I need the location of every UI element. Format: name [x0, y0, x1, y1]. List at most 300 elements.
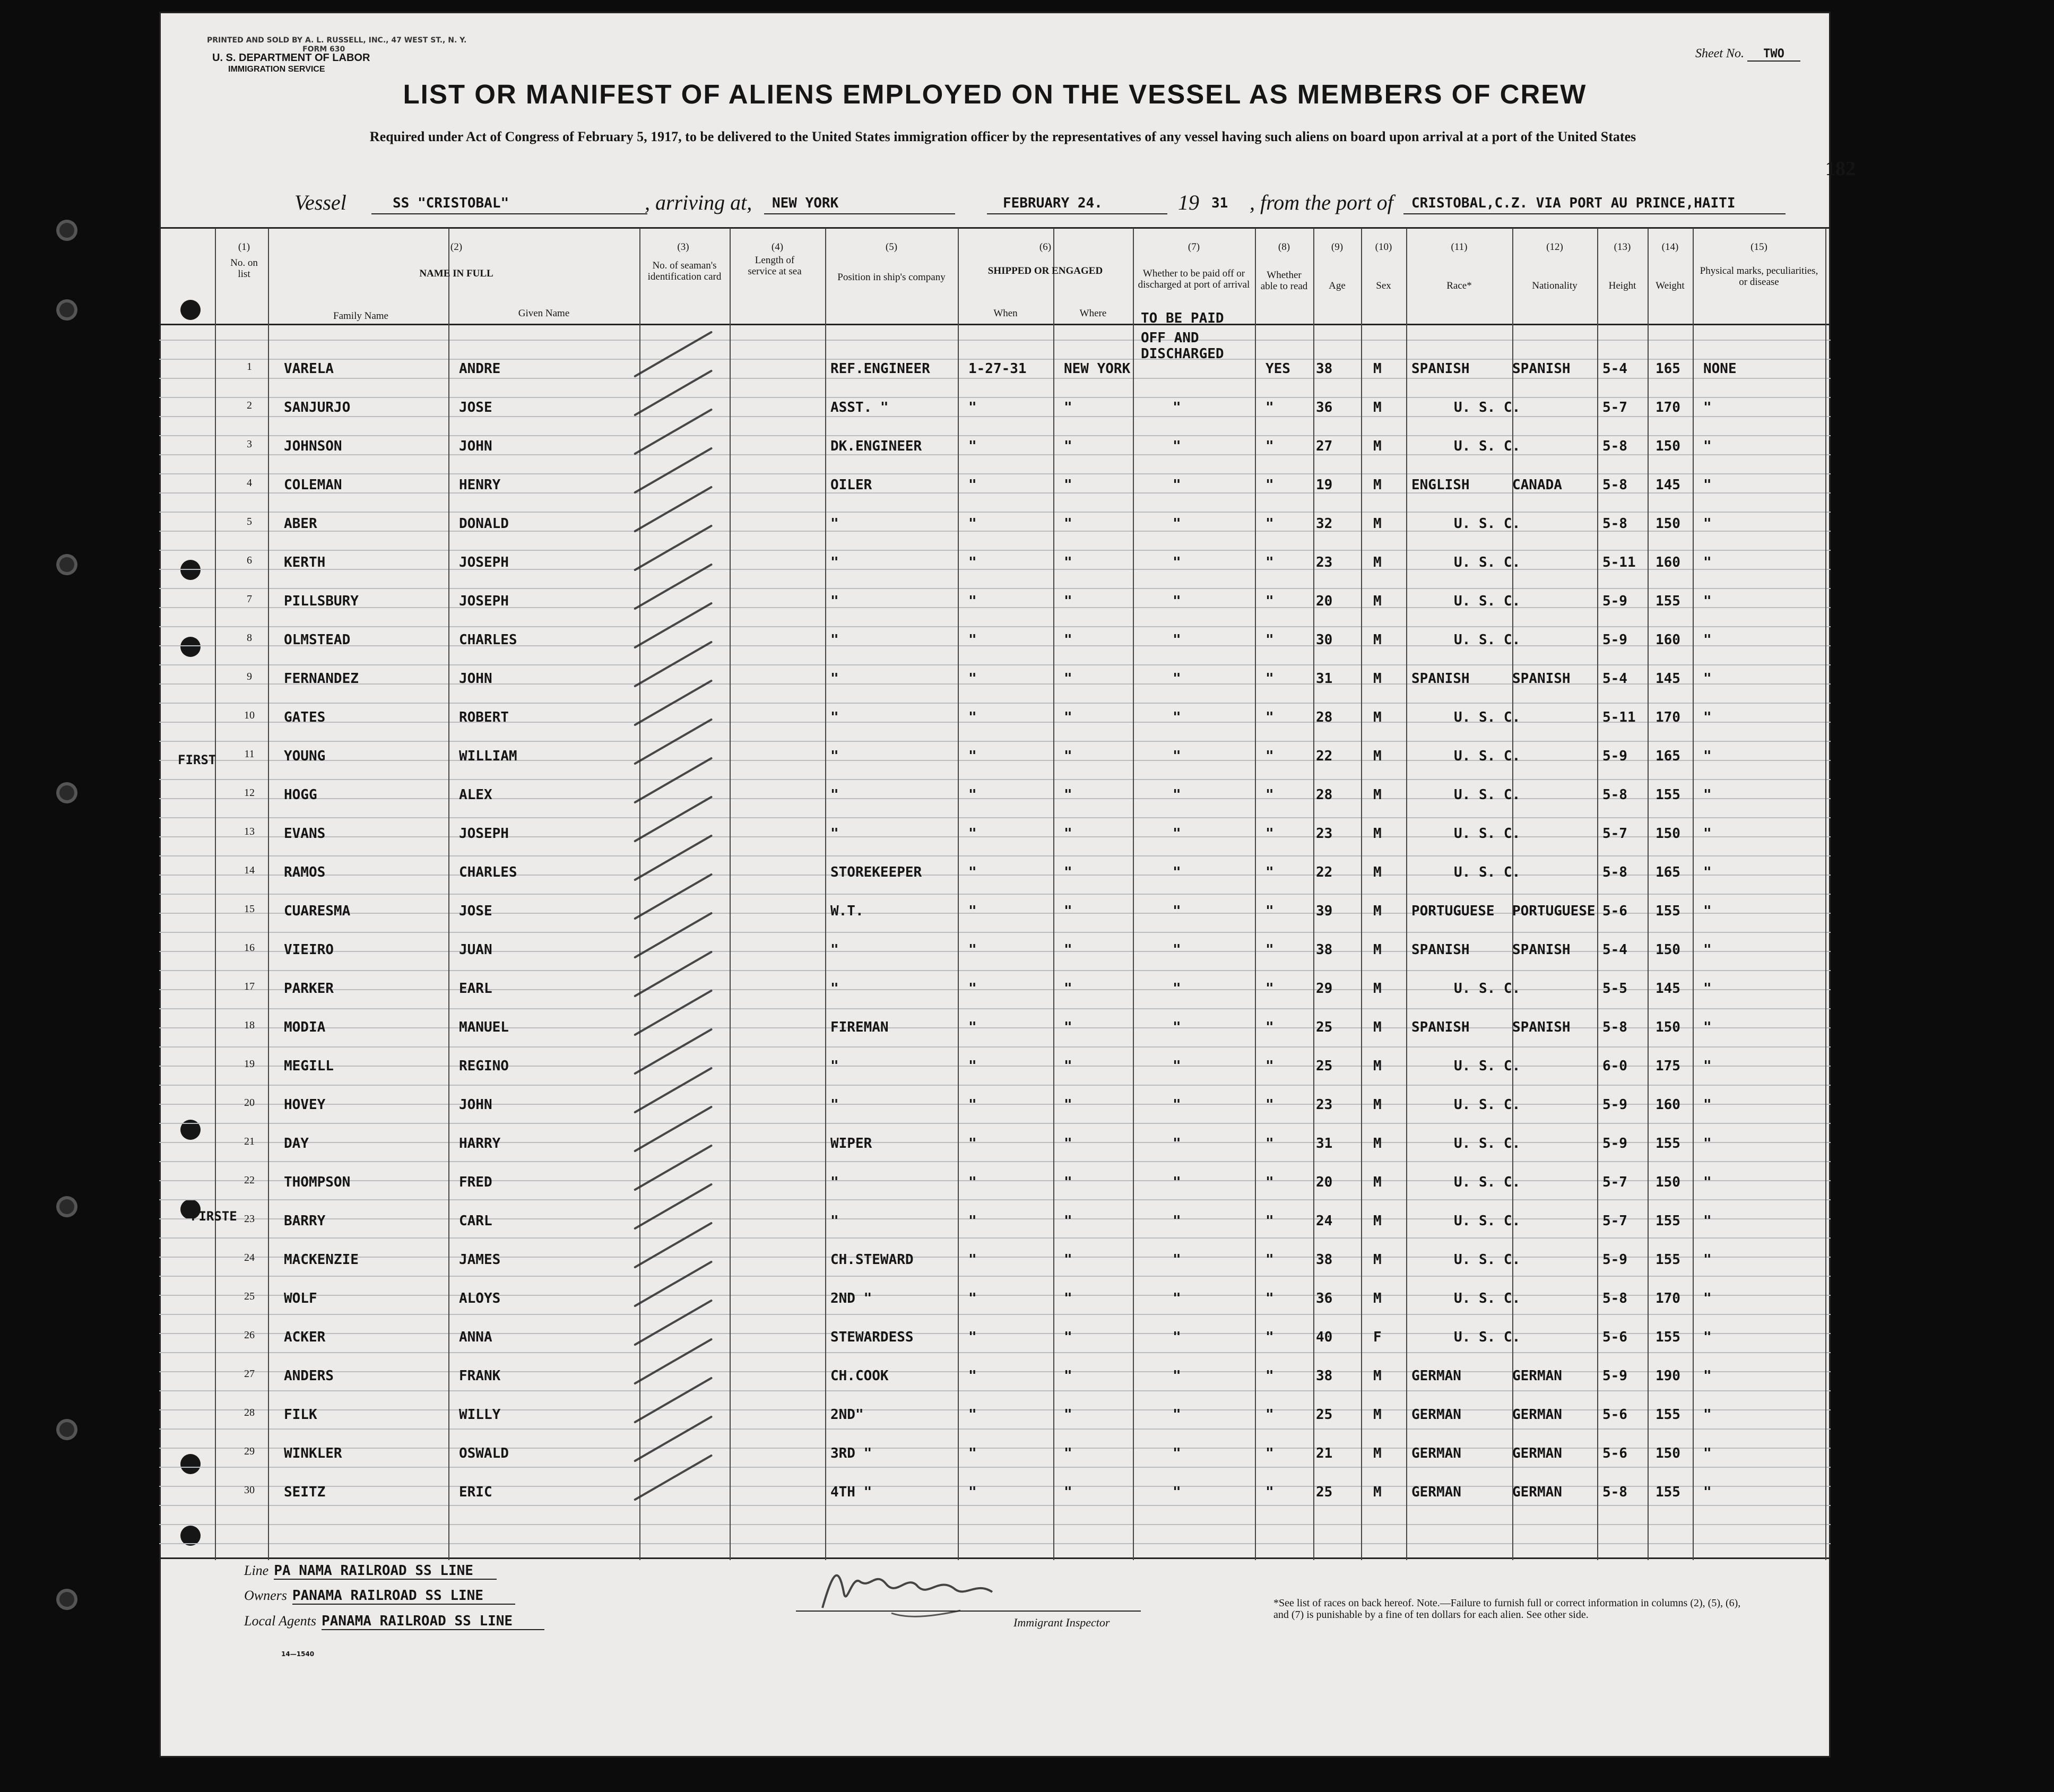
grid-rule	[159, 1218, 1831, 1219]
height: 6-0	[1602, 1058, 1627, 1074]
paid-off: "	[1173, 826, 1181, 842]
grid-rule	[159, 798, 1831, 799]
race: PORTUGUESE	[1411, 903, 1495, 919]
grid-rule	[159, 1046, 1831, 1048]
race: SPANISH	[1411, 942, 1470, 958]
grid-rule	[159, 531, 1831, 532]
grid-rule	[159, 1085, 1831, 1086]
sex: M	[1373, 1213, 1382, 1229]
physical-marks: "	[1703, 942, 1712, 958]
weight: 155	[1656, 787, 1680, 803]
physical-marks: "	[1703, 477, 1712, 493]
shipped-when: "	[968, 787, 977, 803]
age: 38	[1316, 1252, 1333, 1268]
paid-off: "	[1173, 1213, 1181, 1229]
departure-port: CRISTOBAL,C.Z. VIA PORT AU PRINCE,HAITI	[1411, 195, 1736, 211]
physical-marks: "	[1703, 632, 1712, 648]
inspector-label: Immigrant Inspector	[1013, 1616, 1110, 1629]
shipped-where: "	[1064, 1252, 1072, 1268]
family-name: CUARESMA	[284, 903, 351, 919]
grid-rule	[159, 1142, 1831, 1143]
shipped-when: "	[968, 1445, 977, 1461]
age: 23	[1316, 555, 1333, 570]
page-number: 182	[1825, 158, 1856, 180]
height: 5-9	[1602, 1368, 1627, 1384]
grid-rule	[159, 1104, 1831, 1105]
grid-rule	[159, 1448, 1831, 1449]
age: 22	[1316, 748, 1333, 764]
position: "	[830, 1058, 839, 1074]
given-name: WILLY	[459, 1407, 501, 1423]
age: 31	[1316, 1136, 1333, 1152]
grid-rule	[159, 588, 1831, 589]
family-name: SANJURJO	[284, 400, 351, 415]
paid-off: "	[1173, 1252, 1181, 1268]
manifest-subtitle: Required under Act of Congress of February 5, 1917, to be delivered to the United States immigration officer by the representatives of any vessel having such aliens on board upon arrival at a port of the United States	[369, 129, 1636, 144]
nationality: SPANISH	[1512, 942, 1571, 958]
race: U. S. C.	[1454, 400, 1521, 415]
height: 5-5	[1602, 981, 1627, 997]
family-name: PILLSBURY	[284, 593, 359, 609]
paid-off: "	[1173, 748, 1181, 764]
printer-imprint: PRINTED AND SOLD BY A. L. RUSSELL, INC., 47 WEST ST., N. Y. FORM 630	[207, 36, 467, 54]
row-number: 18	[244, 1019, 255, 1031]
col-14-header: Weight	[1656, 280, 1685, 291]
family-name: VARELA	[284, 361, 334, 377]
position: 4TH "	[830, 1484, 872, 1500]
binder-hole	[59, 1199, 74, 1214]
able-to-read: "	[1266, 1136, 1274, 1152]
shipped-where: "	[1064, 1174, 1072, 1190]
row-number: 21	[244, 1136, 255, 1147]
physical-marks: "	[1703, 1368, 1712, 1384]
nationality: GERMAN	[1512, 1368, 1562, 1384]
column-rule	[1361, 228, 1362, 1560]
given-name: CARL	[459, 1213, 492, 1229]
sex: M	[1373, 1058, 1382, 1074]
paid-off-note-1: TO BE PAID	[1141, 310, 1224, 326]
shipped-when: "	[968, 1252, 977, 1268]
shipped-when: "	[968, 477, 977, 493]
able-to-read: "	[1266, 516, 1274, 532]
grid-rule	[159, 836, 1831, 837]
height: 5-4	[1602, 361, 1627, 377]
position: "	[830, 1213, 839, 1229]
column-rule	[448, 228, 449, 1560]
sex: M	[1373, 361, 1382, 377]
physical-marks: "	[1703, 1407, 1712, 1423]
grid-rule	[159, 683, 1831, 685]
col-6-number: (6)	[1039, 241, 1052, 253]
age: 32	[1316, 516, 1333, 532]
col-2-family: Family Name	[333, 310, 388, 322]
race: U. S. C.	[1454, 1213, 1521, 1229]
height: 5-7	[1602, 1213, 1627, 1229]
race: GERMAN	[1411, 1407, 1461, 1423]
given-name: JOSEPH	[459, 826, 509, 842]
margin-note: FIRST	[178, 752, 216, 767]
physical-marks: "	[1703, 1329, 1712, 1345]
height: 5-8	[1602, 516, 1627, 532]
given-name: HARRY	[459, 1136, 501, 1152]
grid-rule	[159, 1486, 1831, 1487]
race: GERMAN	[1411, 1484, 1461, 1500]
shipped-when: "	[968, 593, 977, 609]
shipped-where: "	[1064, 1019, 1072, 1035]
sex: M	[1373, 516, 1382, 532]
physical-marks: "	[1703, 1136, 1712, 1152]
family-name: ABER	[284, 516, 317, 532]
binder-hole	[59, 302, 74, 317]
physical-marks: "	[1703, 903, 1712, 919]
col-3-number: (3)	[677, 241, 689, 253]
weight: 150	[1656, 1174, 1680, 1190]
family-name: MACKENZIE	[284, 1252, 359, 1268]
shipped-where: "	[1064, 477, 1072, 493]
column-rule	[1512, 228, 1513, 1560]
paid-off-note-2: OFF AND	[1141, 330, 1199, 346]
column-rule	[215, 228, 216, 1560]
shipped-when: "	[968, 1097, 977, 1113]
paid-off: "	[1173, 709, 1181, 725]
shipped-where: "	[1064, 748, 1072, 764]
grid-rule	[159, 416, 1831, 417]
family-name: JOHNSON	[284, 438, 342, 454]
race: U. S. C.	[1454, 555, 1521, 570]
able-to-read: "	[1266, 632, 1274, 648]
col-12-header: Nationality	[1532, 280, 1578, 291]
race: SPANISH	[1411, 1019, 1470, 1035]
footer-owners: Owners PANAMA RAILROAD SS LINE	[244, 1588, 515, 1605]
physical-marks: "	[1703, 1019, 1712, 1035]
col-2-number: (2)	[450, 241, 463, 253]
family-name: PARKER	[284, 981, 334, 997]
paid-off: "	[1173, 438, 1181, 454]
grid-rule	[159, 397, 1831, 398]
row-number: 22	[244, 1174, 255, 1186]
sex: M	[1373, 826, 1382, 842]
physical-marks: "	[1703, 981, 1712, 997]
shipped-when: 1-27-31	[968, 361, 1027, 377]
weight: 165	[1656, 864, 1680, 880]
height: 5-7	[1602, 826, 1627, 842]
height: 5-8	[1602, 787, 1627, 803]
physical-marks: "	[1703, 438, 1712, 454]
weight: 150	[1656, 516, 1680, 532]
age: 28	[1316, 787, 1333, 803]
family-name: WOLF	[284, 1291, 317, 1306]
paid-off: "	[1173, 903, 1181, 919]
height: 5-11	[1602, 555, 1636, 570]
nationality: GERMAN	[1512, 1445, 1562, 1461]
binder-hole	[59, 1422, 74, 1437]
grid-rule	[159, 1505, 1831, 1506]
physical-marks: "	[1703, 864, 1712, 880]
height: 5-4	[1602, 671, 1627, 687]
shipped-when: "	[968, 555, 977, 570]
able-to-read: "	[1266, 903, 1274, 919]
row-number: 15	[244, 903, 255, 915]
row-number: 2	[247, 400, 252, 411]
position: DK.ENGINEER	[830, 438, 922, 454]
able-to-read: "	[1266, 1174, 1274, 1190]
grid-rule	[159, 473, 1831, 474]
column-rule	[1133, 228, 1134, 1560]
arrival-port: NEW YORK	[772, 195, 839, 211]
grid-rule	[159, 989, 1831, 990]
year-prefix: 19	[1178, 191, 1199, 214]
grid-rule	[159, 1257, 1831, 1258]
family-name: VIEIRO	[284, 942, 334, 958]
able-to-read: "	[1266, 438, 1274, 454]
grid-rule	[159, 1027, 1831, 1028]
grid-rule	[159, 1295, 1831, 1296]
row-number: 29	[244, 1445, 255, 1457]
vessel-label: Vessel	[294, 191, 346, 214]
col-15-number: (15)	[1750, 241, 1767, 253]
paid-off: "	[1173, 1368, 1181, 1384]
race: U. S. C.	[1454, 787, 1521, 803]
paid-off: "	[1173, 593, 1181, 609]
sex: M	[1373, 1368, 1382, 1384]
position: WIPER	[830, 1136, 872, 1152]
physical-marks: "	[1703, 671, 1712, 687]
shipped-when: "	[968, 1058, 977, 1074]
row-number: 7	[247, 593, 252, 605]
grid-rule	[159, 970, 1831, 971]
row-number: 1	[247, 361, 252, 373]
race: U. S. C.	[1454, 1136, 1521, 1152]
shipped-when: "	[968, 864, 977, 880]
height: 5-7	[1602, 400, 1627, 415]
given-name: JOSE	[459, 400, 492, 415]
age: 27	[1316, 438, 1333, 454]
binder-hole	[59, 1592, 74, 1607]
position: "	[830, 593, 839, 609]
paid-off-note-3: DISCHARGED	[1141, 346, 1224, 362]
family-name: WINKLER	[284, 1445, 342, 1461]
physical-marks: "	[1703, 1097, 1712, 1113]
able-to-read: "	[1266, 477, 1274, 493]
weight: 150	[1656, 1445, 1680, 1461]
shipped-where: "	[1064, 864, 1072, 880]
sex: M	[1373, 1136, 1382, 1152]
height: 5-6	[1602, 903, 1627, 919]
position: "	[830, 709, 839, 725]
family-name: COLEMAN	[284, 477, 342, 493]
able-to-read: "	[1266, 709, 1274, 725]
vessel-name: SS "CRISTOBAL"	[393, 195, 509, 211]
shipped-when: "	[968, 1213, 977, 1229]
shipped-where: "	[1064, 1136, 1072, 1152]
grid-rule	[159, 951, 1831, 952]
paid-off: "	[1173, 1407, 1181, 1423]
physical-marks: "	[1703, 787, 1712, 803]
race: U. S. C.	[1454, 864, 1521, 880]
shipped-where: "	[1064, 593, 1072, 609]
height: 5-6	[1602, 1329, 1627, 1345]
column-rule	[958, 228, 959, 1560]
weight: 155	[1656, 1213, 1680, 1229]
able-to-read: "	[1266, 1252, 1274, 1268]
grid-rule	[159, 1199, 1831, 1200]
weight: 155	[1656, 1252, 1680, 1268]
given-name: WILLIAM	[459, 748, 517, 764]
sex: M	[1373, 981, 1382, 997]
height: 5-11	[1602, 709, 1636, 725]
physical-marks: "	[1703, 826, 1712, 842]
weight: 160	[1656, 1097, 1680, 1113]
paid-off: "	[1173, 671, 1181, 687]
weight: 190	[1656, 1368, 1680, 1384]
year-suffix: 31	[1211, 195, 1228, 211]
race: GERMAN	[1411, 1368, 1461, 1384]
given-name: JOHN	[459, 671, 492, 687]
col-8-number: (8)	[1278, 241, 1290, 253]
race: U. S. C.	[1454, 1329, 1521, 1345]
col-2-given: Given Name	[518, 308, 570, 319]
able-to-read: "	[1266, 864, 1274, 880]
column-rule	[1406, 228, 1407, 1560]
height: 5-4	[1602, 942, 1627, 958]
given-name: EARL	[459, 981, 492, 997]
paid-off: "	[1173, 1484, 1181, 1500]
race: U. S. C.	[1454, 593, 1521, 609]
grid-rule	[159, 435, 1831, 436]
col-6-where: Where	[1079, 308, 1107, 319]
grid-rule	[159, 454, 1831, 455]
given-name: JOHN	[459, 438, 492, 454]
grid-rule	[159, 779, 1831, 780]
col-13-number: (13)	[1614, 241, 1631, 253]
position: "	[830, 942, 839, 958]
able-to-read: "	[1266, 787, 1274, 803]
shipped-when: "	[968, 826, 977, 842]
shipped-where: "	[1064, 1058, 1072, 1074]
col-15-header: Physical marks, peculiarities, or disease	[1700, 265, 1818, 288]
physical-marks: "	[1703, 709, 1712, 725]
position: ASST. "	[830, 400, 889, 415]
grid-rule	[159, 550, 1831, 551]
paid-off: "	[1173, 632, 1181, 648]
weight: 175	[1656, 1058, 1680, 1074]
column-rule	[1313, 228, 1314, 1560]
race: U. S. C.	[1454, 1291, 1521, 1306]
family-name: DAY	[284, 1136, 309, 1152]
position: "	[830, 671, 839, 687]
able-to-read: "	[1266, 1484, 1274, 1500]
grid-rule	[159, 1524, 1831, 1525]
paid-off: "	[1173, 1291, 1181, 1306]
shipped-where: NEW YORK	[1064, 361, 1131, 377]
age: 23	[1316, 826, 1333, 842]
paid-off: "	[1173, 1019, 1181, 1035]
row-number: 6	[247, 555, 252, 566]
able-to-read: "	[1266, 942, 1274, 958]
row-number: 5	[247, 516, 252, 527]
shipped-when: "	[968, 1174, 977, 1190]
row-number: 26	[244, 1329, 255, 1341]
grid-rule	[159, 1314, 1831, 1315]
manifest-title: LIST OR MANIFEST OF ALIENS EMPLOYED ON THE VESSEL AS MEMBERS OF CREW	[403, 79, 1587, 109]
weight: 150	[1656, 438, 1680, 454]
row-number: 17	[244, 981, 255, 992]
row-number: 25	[244, 1291, 255, 1302]
family-name: YOUNG	[284, 748, 326, 764]
given-name: ALEX	[459, 787, 492, 803]
able-to-read: "	[1266, 593, 1274, 609]
weight: 170	[1656, 709, 1680, 725]
age: 25	[1316, 1058, 1333, 1074]
sex: M	[1373, 1252, 1382, 1268]
table-top-border	[159, 227, 1831, 229]
shipped-where: "	[1064, 1484, 1072, 1500]
col-2-header: NAME IN FULL	[419, 268, 493, 279]
shipped-when: "	[968, 1136, 977, 1152]
binder-hole	[59, 785, 74, 800]
column-rule	[730, 228, 731, 1560]
paid-off: "	[1173, 516, 1181, 532]
row-number: 10	[244, 709, 255, 721]
family-name: RAMOS	[284, 864, 326, 880]
nationality: PORTUGUESE	[1512, 903, 1596, 919]
family-name: GATES	[284, 709, 326, 725]
grid-rule	[159, 722, 1831, 723]
grid-rule	[159, 760, 1831, 761]
position: 2ND"	[830, 1407, 864, 1423]
paid-off: "	[1173, 864, 1181, 880]
shipped-where: "	[1064, 516, 1072, 532]
shipped-where: "	[1064, 709, 1072, 725]
family-name: FERNANDEZ	[284, 671, 359, 687]
grid-rule	[159, 1066, 1831, 1067]
shipped-where: "	[1064, 632, 1072, 648]
sex: M	[1373, 593, 1382, 609]
weight: 170	[1656, 1291, 1680, 1306]
shipped-when: "	[968, 981, 977, 997]
physical-marks: "	[1703, 400, 1712, 415]
grid-rule	[159, 340, 1831, 341]
family-name: SEITZ	[284, 1484, 326, 1500]
physical-marks: "	[1703, 1445, 1712, 1461]
sex: M	[1373, 1097, 1382, 1113]
position: OILER	[830, 477, 872, 493]
height: 5-8	[1602, 1484, 1627, 1500]
race: SPANISH	[1411, 671, 1470, 687]
given-name: DONALD	[459, 516, 509, 532]
race: U. S. C.	[1454, 1252, 1521, 1268]
col-11-number: (11)	[1451, 241, 1468, 253]
shipped-when: "	[968, 1291, 977, 1306]
race: ENGLISH	[1411, 477, 1470, 493]
grid-rule	[159, 664, 1831, 665]
able-to-read: "	[1266, 1097, 1274, 1113]
age: 21	[1316, 1445, 1333, 1461]
physical-marks: "	[1703, 748, 1712, 764]
weight: 155	[1656, 1407, 1680, 1423]
nationality: GERMAN	[1512, 1484, 1562, 1500]
row-number: 30	[244, 1484, 255, 1496]
shipped-when: "	[968, 942, 977, 958]
column-rule	[268, 228, 269, 1560]
weight: 155	[1656, 1484, 1680, 1500]
grid-rule	[159, 817, 1831, 818]
able-to-read: "	[1266, 826, 1274, 842]
column-rule	[1825, 228, 1826, 1560]
nationality: SPANISH	[1512, 671, 1571, 687]
paid-off: "	[1173, 555, 1181, 570]
col-4-header: Length of service at sea	[748, 255, 802, 277]
